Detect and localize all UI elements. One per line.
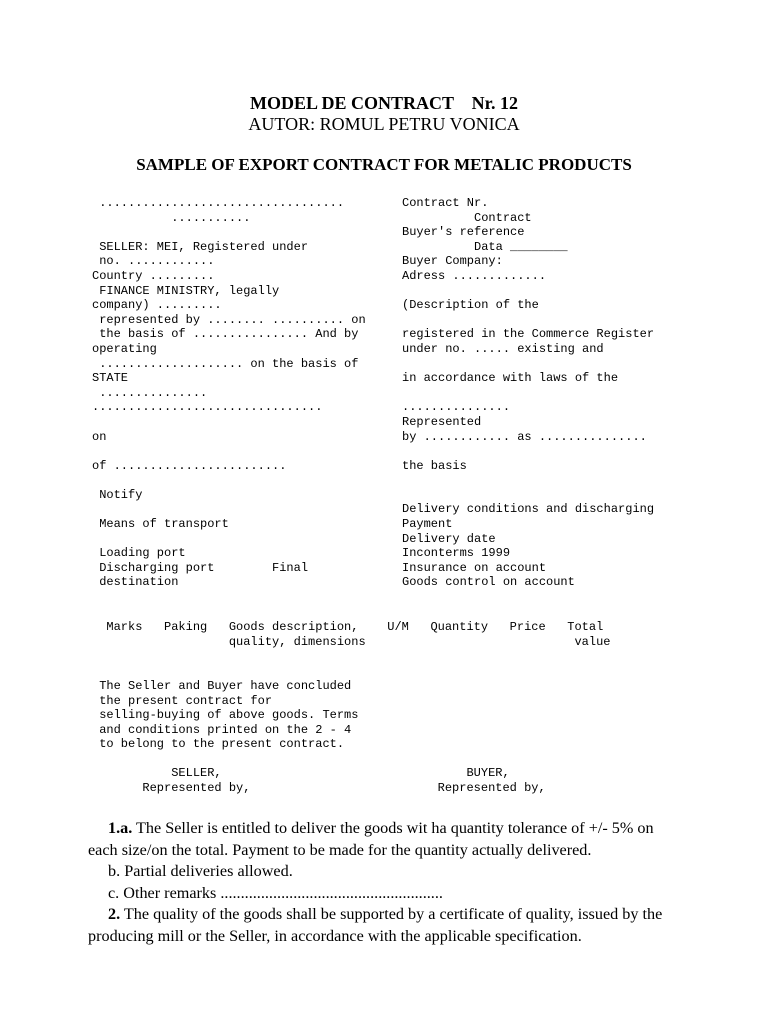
document-subtitle: SAMPLE OF EXPORT CONTRACT FOR METALIC PRODUCTS (136, 155, 632, 174)
buyer-field-line (402, 488, 654, 503)
buyer-field-line: under no. ..... existing and (402, 341, 604, 356)
seller-field-line: destination (92, 575, 179, 590)
seller-field-line: of ........................ (92, 458, 287, 473)
goods-table-header (92, 620, 610, 649)
buyer-field-line: Buyer's reference (402, 225, 525, 240)
seller-field-line: represented by ........ .......... on (92, 312, 366, 327)
buyer-field-line: Adress ............. (402, 268, 547, 283)
seller-field-line (92, 415, 366, 430)
clause-2-text: The quality of the goods shall be supported by a certificate of quality, issued by the producing mill or the Seller, in accordance with the applicable specification. (88, 905, 663, 945)
seller-column (92, 196, 366, 590)
buyer-field-line (402, 473, 654, 488)
clause-1b: b. Partial deliveries allowed. (108, 862, 293, 880)
buyer-field-line: Represented (402, 414, 482, 429)
signature-line: SELLER, BUYER, (92, 766, 510, 780)
concluding-line: the present contract for (92, 693, 273, 708)
contract-number: Nr. 12 (471, 93, 519, 113)
buyer-field-line: Data ________ (402, 239, 568, 254)
contract-clauses (88, 818, 680, 947)
clause-1c: c. Other remarks ....................................................... (108, 883, 443, 902)
signature-line: Represented by, Represented by, (92, 780, 546, 795)
concluding-line: The Seller and Buyer have concluded (92, 679, 352, 693)
buyer-field-line: by ............ as ............... (402, 429, 647, 444)
buyer-field-line: Payment (402, 517, 453, 532)
clause-1a-text: The Seller is entitled to deliver the goods wit ha quantity tolerance of +/- 5% on each size/on the total. Payment to be made for the quantity actually delivered. (88, 819, 654, 859)
seller-field-line: STATE (92, 371, 129, 386)
buyer-field-line: Inconterms 1999 (402, 546, 511, 561)
buyer-field-line (402, 357, 654, 372)
seller-field-line (92, 444, 366, 459)
seller-field-line: operating (92, 341, 157, 356)
author-line: AUTOR: ROMUL PETRU VONICA (248, 114, 520, 134)
seller-field-line: SELLER: MEI, Registered under (92, 239, 309, 254)
buyer-field-line: Contract Nr. (402, 196, 489, 210)
seller-field-line: .................... on the basis of (92, 356, 359, 371)
buyer-field-line: (Description of the (402, 298, 539, 313)
buyer-field-line (402, 284, 654, 299)
seller-field-line: ................................ (92, 400, 323, 415)
buyer-field-line: Goods control on account (402, 575, 575, 590)
buyer-field-line: in accordance with laws of the (402, 371, 619, 386)
buyer-field-line: the basis (402, 458, 467, 473)
seller-field-line: the basis of ................ And by (92, 327, 359, 342)
seller-field-line: no. ............ (92, 254, 215, 269)
concluding-line: and conditions printed on the 2 - 4 (92, 722, 352, 737)
contract-title (0, 93, 768, 113)
buyer-field-line: Contract (402, 210, 532, 225)
concluding-line: selling-buying of above goods. Terms (92, 708, 359, 723)
buyer-column (402, 196, 654, 590)
concluding-line: to belong to the present contract. (92, 737, 345, 752)
clause-2 (88, 904, 680, 947)
seller-field-line: Notify (92, 487, 143, 502)
seller-field-line: FINANCE MINISTRY, legally (92, 283, 280, 298)
seller-field-line: ........... (92, 210, 251, 225)
seller-field-line (92, 532, 366, 547)
contract-title-main: MODEL DE CONTRACT (249, 93, 454, 113)
seller-field-line: ............... (92, 385, 208, 400)
table-header-line: Marks Paking Goods description, U/M Quantity Price Total (92, 620, 604, 634)
clause-2-label: 2. (108, 905, 121, 923)
buyer-field-line: registered in the Commerce Register (402, 327, 655, 342)
clause-1a (88, 818, 680, 861)
buyer-field-line: Buyer Company: (402, 254, 503, 269)
buyer-field-line (402, 313, 654, 328)
seller-field-line: Discharging port Final (92, 560, 309, 575)
buyer-field-line: Delivery date (402, 531, 496, 546)
concluding-paragraph (92, 679, 358, 752)
seller-field-line (92, 225, 366, 240)
buyer-field-line: Insurance on account (402, 560, 547, 575)
buyer-field-line: ............... (402, 400, 511, 415)
seller-field-line: company) ......... (92, 298, 222, 313)
seller-field-line (92, 473, 366, 488)
signature-block (92, 766, 546, 795)
buyer-field-line: Delivery conditions and discharging (402, 502, 655, 517)
seller-field-line: Country ......... (92, 268, 215, 283)
buyer-field-line (402, 386, 654, 401)
seller-field-line: Means of transport (92, 517, 229, 532)
buyer-field-line (402, 444, 654, 459)
seller-field-line: .................................. (92, 196, 345, 210)
table-header-line: quality, dimensions value (92, 634, 611, 649)
seller-field-line: Loading port (92, 546, 186, 561)
seller-field-line: on (92, 429, 107, 444)
seller-field-line (92, 502, 366, 517)
clause-1a-label: 1.a. (108, 819, 133, 837)
